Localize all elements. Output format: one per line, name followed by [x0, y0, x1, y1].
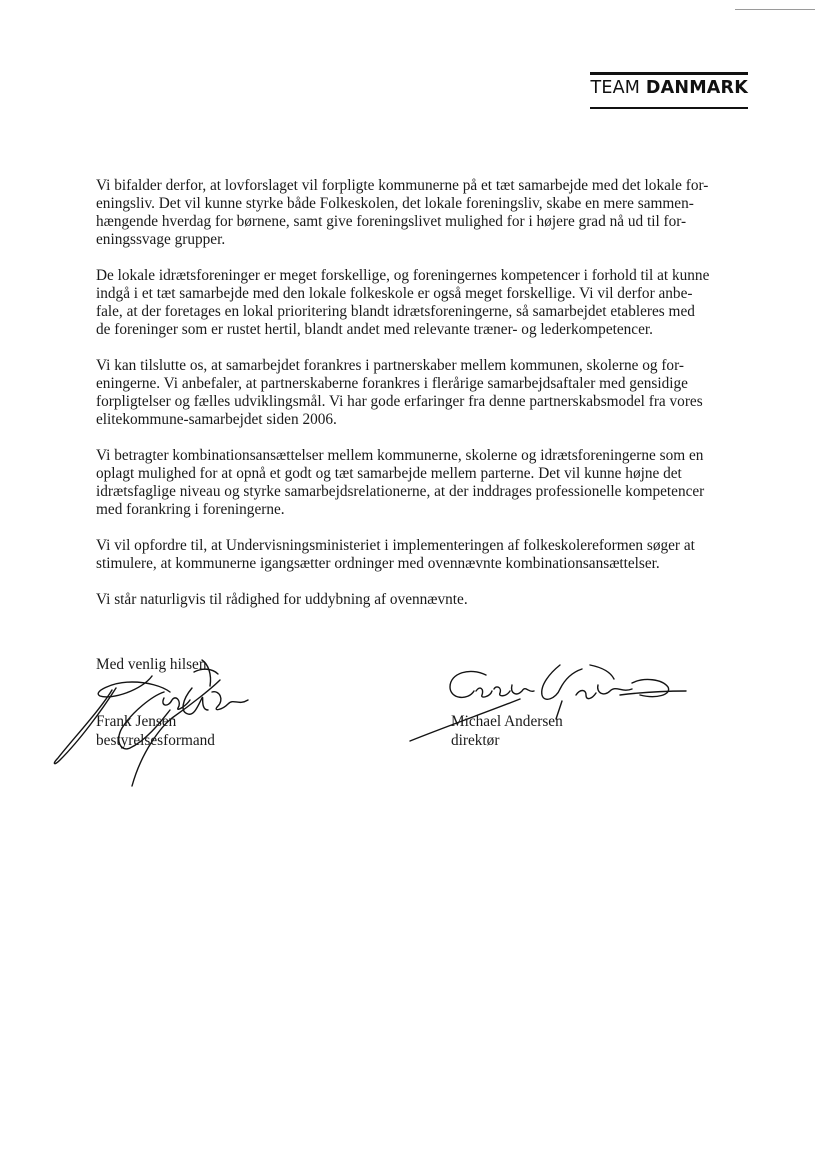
- paragraph-3: Vi kan tilslutte os, at samarbejdet forankres i partnerskaber mellem kommunen, skolerne og for- eningerne. Vi anbefaler, at partnerskaberne forankres i flerårige samarbejdsaftaler med gensidige forpligtelser og fælles udviklingsmål. Vi har gode erfaringer fra denne partnerskabsmodel fra vores elitekommune-samarbejdet siden 2006.: [96, 357, 703, 428]
- signature-frank-jensen: [52, 640, 262, 790]
- paragraph-1: Vi bifalder derfor, at lovforslaget vil forpligte kommunerne på et tæt samarbejde med det lokale for- eningsliv. Det vil kunne styrke både Folkeskolen, det lokale foreningsliv, skabe en mere sammen- hængende hverdag for børnene, samt give foreningslivet mulighed for i højere grad nå ud til for- eningssvage grupper.: [96, 177, 709, 248]
- paragraph-5: Vi vil opfordre til, at Undervisningsministeriet i implementeringen af folkeskolereformen søger at stimulere, at kommunerne igangsætter ordninger med ovennævnte kombinationsansættelser.: [96, 537, 695, 572]
- signer-name: Frank Jensen: [96, 713, 177, 730]
- logo-top-rule: [590, 72, 748, 75]
- paragraph-4: Vi betragter kombinationsansættelser mellem kommunerne, skolerne og idrætsforeningerne som en oplagt mulighed for at opnå et godt og tæt samarbejde mellem parterne. Det vil kunne højne det idrætsfaglige niveau og styrke samarbejdsrelationerne, at der inddrages professionelle kompetencer med forankring i foreningerne.: [96, 447, 705, 518]
- team-danmark-logo: [590, 78, 748, 98]
- letter-body: [96, 177, 756, 627]
- logo-word-danmark: DANMARK: [645, 78, 748, 98]
- paragraph-2: De lokale idrætsforeninger er meget forskellige, og foreningernes kompetencer i forhold til at kunne indgå i et tæt samarbejde med den lokale folkeskole er også meget forskellige. Vi vil derfor anbe- fale, at der foretages en lokal prioritering blandt idrætsforeningerne, så samarbejdet etableres med de foreninger som er rustet hertil, blandt andet med relevante træner- og lederkompetencer.: [96, 267, 710, 338]
- signer-name: Michael Andersen: [451, 713, 563, 730]
- signer-title: direktør: [451, 732, 500, 749]
- logo-bottom-rule: [590, 107, 748, 109]
- signer-title: bestyrelsesformand: [96, 732, 215, 749]
- paragraph-6: Vi står naturligvis til rådighed for uddybning af ovennævnte.: [96, 591, 468, 608]
- signature-michael-andersen: [400, 655, 700, 750]
- scan-artifact: [735, 9, 815, 10]
- closing-salutation: Med venlig hilsen: [96, 656, 207, 673]
- logo-word-team: TEAM: [590, 78, 641, 98]
